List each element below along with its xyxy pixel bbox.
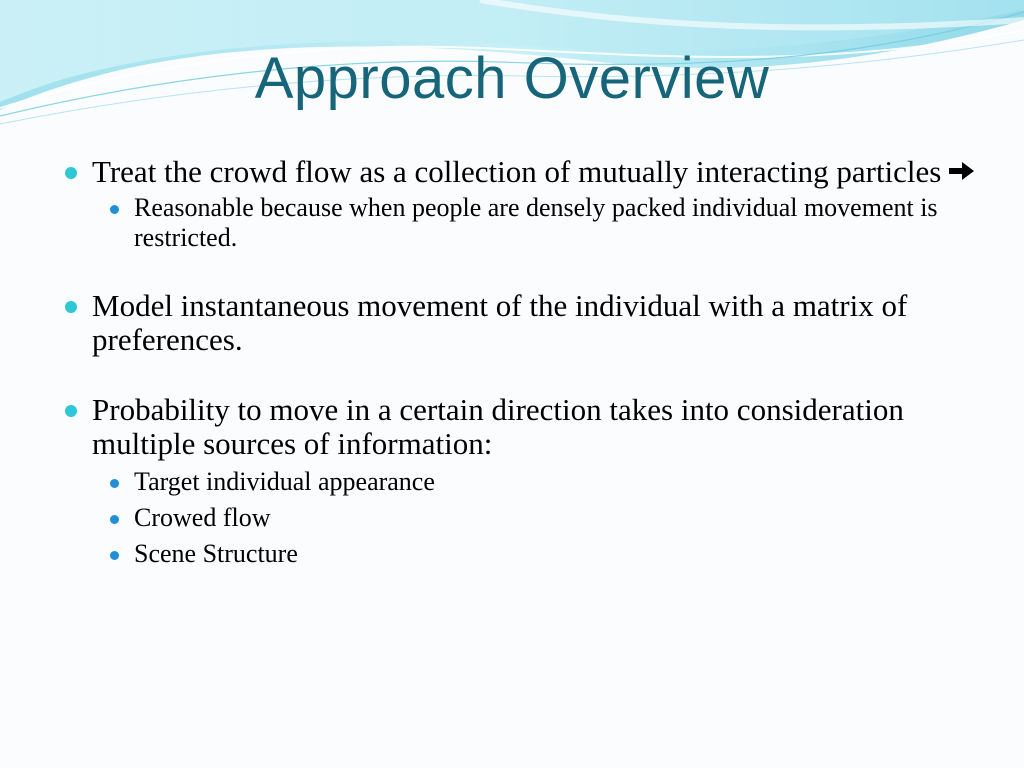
bullet-list (62, 155, 1002, 569)
bullet-text: Treat the crowd flow as a collection of mutually interacting particles (92, 154, 942, 189)
sub-bullet-item-3-1 (62, 467, 1002, 497)
bullet-text: Probability to move in a certain direction takes into consideration multiple sources of information: (92, 392, 904, 461)
right-arrow-icon (947, 160, 977, 182)
sub-bullet-dot-icon (110, 205, 119, 214)
bullet-dot-icon (65, 167, 77, 179)
sub-bullet-item-3-3 (62, 539, 1002, 569)
sub-bullet-item-3-2 (62, 503, 1002, 533)
sub-bullet-dot-icon (110, 515, 119, 524)
bullet-item-3 (62, 393, 1002, 461)
sub-bullet-text: Target individual appearance (134, 467, 435, 496)
bullet-text: Model instantaneous movement of the individual with a matrix of preferences. (92, 288, 908, 357)
bullet-dot-icon (65, 301, 77, 313)
bullet-item-1 (62, 155, 1002, 189)
sub-bullet-dot-icon (110, 551, 119, 560)
sub-bullet-item-1-1 (62, 193, 1002, 253)
sub-bullet-text: Reasonable because when people are densely packed individual movement is restricted. (134, 193, 938, 252)
sub-bullet-text: Scene Structure (134, 539, 298, 568)
bullet-item-2 (62, 289, 1002, 357)
page-title: Approach Overview (254, 46, 770, 111)
sub-bullet-text: Crowed flow (134, 503, 271, 532)
bullet-dot-icon (65, 405, 77, 417)
sub-bullet-dot-icon (110, 479, 119, 488)
